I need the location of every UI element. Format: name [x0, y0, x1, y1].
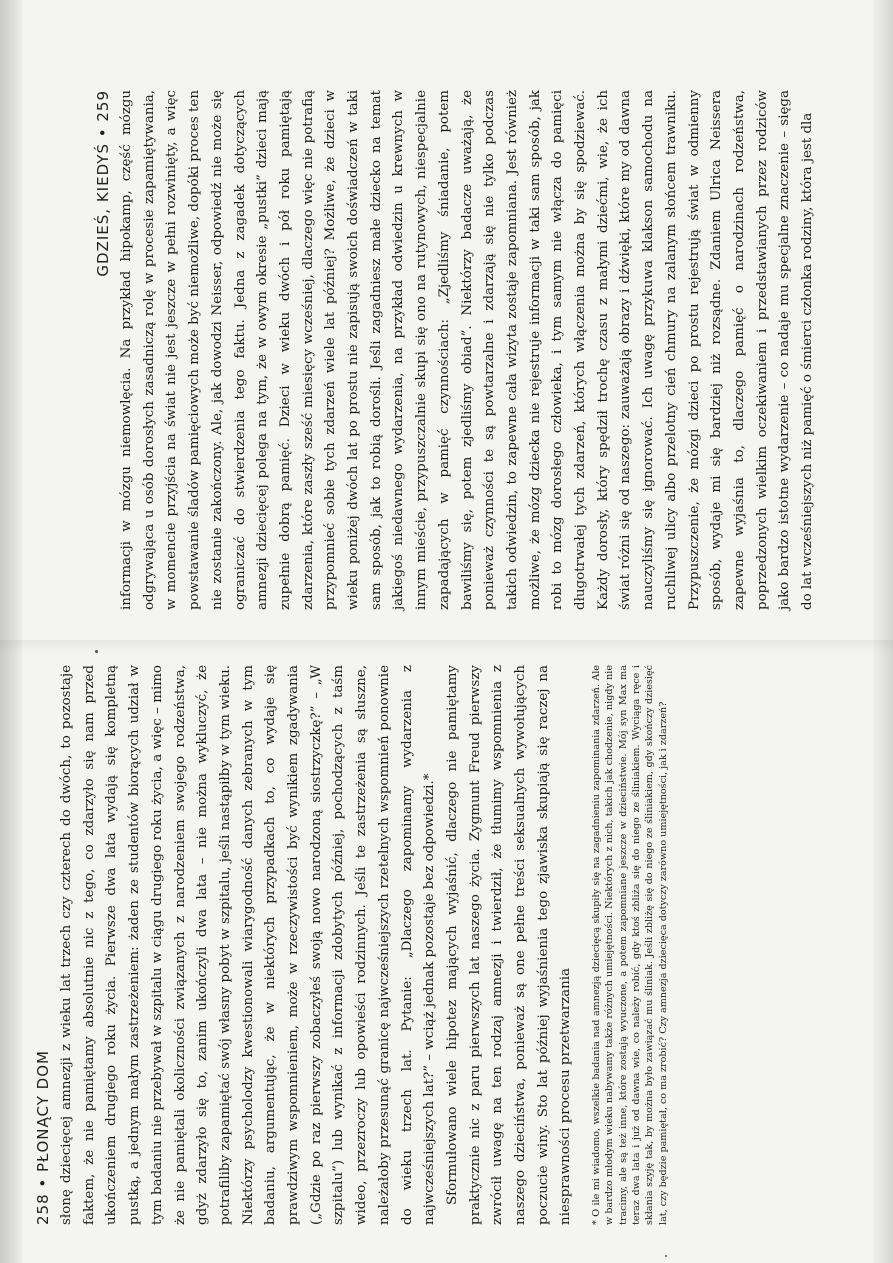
page-259: [90, 90, 860, 610]
paragraph-2: Sformułowano wiele hipotez mających wyjaśnić, dlaczego nie pamiętamy praktycznie nic z paru pierwszych lat naszego życia. Zygmunt Freud pierwszy zwrócił uwagę na ten rodzaj amnezji i twierdził, że tłumimy wspomnienia z naszego dzieciństwa, ponieważ są one pełne treści seksualnych wywołujących poczucie winy. Sto lat później wyjaśnienia tego zjawiska skupiają się raczej na niesprawności procesu przetwarzania: [444, 665, 574, 1225]
body-text-right: [116, 90, 820, 610]
scan-speck: [665, 1255, 667, 1257]
page-258: [30, 665, 720, 1225]
running-head-right: GDZIEŚ, KIEDYŚ • 259: [94, 90, 112, 277]
running-head-left: 258 • PŁONĄCY DOM: [34, 1050, 52, 1225]
footnote: * O ile mi wiadomo, wszelkie badania nad amnezją dziecięcą skupiły się na zagadnieniu zapominania zdarzeń. Ale w bardzo młodym wieku nabywamy także różnych umiejętności. Niektórych z nich, takich jak chodzenie, nigdy nie tracimy, ale są też inne, które zostają wyuczone, a potem zapomniane jeszcze w dzieciństwie. Mój syn Max ma teraz dwa lata i już od dawna wie, co należy robić, gdy ktoś zbliża się do niego ze śliniakiem. Wyciąga ręce i skłania szyję tak, by można było zawiązać mu śliniak. Jeśli zbliżę się do niego ze śliniakiem, gdy skończy dziesięć lat, czy będzie pamiętał, co ma zrobić? Czy amnezja dziecięca dotyczy zarówno umiejętności, jak i zdarzeń?: [591, 665, 669, 1225]
paragraph-3: informacji w mózgu niemowlęcia. Na przykład hipokamp, część mózgu odgrywająca u osób dorosłych zasadniczą rolę w procesie zapamiętywania, w momencie przyjścia na świat nie jest jeszcze w pełni rozwinięty, a więc powstawanie śladów pamięciowych może być niemożliwe, dopóki proces ten nie zostanie zakończony. Ale, jak dowodzi Neisser, odpowiedź nie może się ograniczać do stwierdzenia tego faktu. Jedna z zagadek dotyczących amnezji dziecięcej polega na tym, że w owym okresie „pustki” dzieci mają zupełnie dobrą pamięć. Dzieci w wieku dwóch i pół roku pamiętają zdarzenia, które zaszły sześć miesięcy wcześniej, dlaczego więc nie potrafią przypomnieć sobie tych zdarzeń wiele lat później? Możliwe, że dzieci w wieku poniżej dwóch lat po prostu nie zapisują swoich doświadczeń w taki sam sposób, jak to robią dorośli. Jeśli zagadniesz małe dziecko na temat jakiegoś niedawnego wydarzenia, na przykład odwiedzin u krewnych w innym mieście, przypuszczalnie skupi się ono na rutynowych, niespecjalnie zapadających w pamięć czynnościach: „Zjedliśmy śniadanie, potem bawiliśmy się, potem zjedliśmy obiad”. Niektórzy badacze uważają, że ponieważ czynności te są powtarzalne i zdarzają się nie tylko podczas takich odwiedzin, to zapewne cała wizyta zostaje zapomniana. Jest również możliwe, że mózg dziecka nie rejestruje informacji w taki sam sposób, jak robi to mózg dorosłego człowieka, i tym samym nie włącza do pamięci długotrwałej tych zdarzeń, których włączenia można by się spodziewać. Każdy dorosły, który spędził trochę czasu z małymi dziećmi, wie, że ich świat różni się od naszego: zauważają obrazy i dźwięki, które my od dawna nauczyliśmy się ignorować. Ich uwagę przykuwa klakson samochodu na ruchliwej ulicy albo przelotny cień chmury na zalanym słońcem trawniku. Przypuszczenie, że mózgi dzieci po prostu rejestrują świat w odmienny sposób, wydaje mi się bardziej niż rozsądne. Zdaniem Ulrica Neissera zapewne wyjaśnia to, dlaczego pamięć o narodzinach rodzeństwa, poprzedzonych wielkim oczekiwaniem i przedstawianych przez rodziców jako bardzo istotne wydarzenie – co nadaje mu specjalne znaczenie – sięga do lat wcześniejszych niż pamięć o śmierci członka rodziny, która jest dla: [119, 90, 816, 610]
scan-speck: [95, 650, 98, 653]
paragraph-1: słonę dziecięcej amnezji z wieku lat trzech czy czterech do dwóch, to pozostaje faktem, że nie pamiętamy absolutnie nic z tego, co zdarzyło się nam przed ukończeniem drugiego roku życia. Pierwsze dwa lata wydają się kompletną pustką, a jednym małym zastrzeżeniem: żaden ze studentów biorących udział w tym badaniu nie przebywał w szpitalu w ciągu drugiego roku życia, a więc – mimo że nie pamiętali okoliczności związanych z narodzeniem swojego rodzeństwa, gdyż zdarzyło się to, zanim ukończyli dwa lata – nie można wykluczyć, że potrafiliby zapamiętać swój własny pobyt w szpitalu, jeśli nastąpiłby w tym wieku. Niektórzy psycholodzy kwestionowali wiarygodność danych zebranych w tym badaniu, argumentując, że w niektórych przypadkach to, co wydaje się prawdziwym wspomnieniem, może w rzeczywistości być wynikiem zgadywania („Gdzie po raz pierwszy zobaczyłeś swoją nowo narodzoną siostrzyczkę?” – „W szpitalu”) lub wynikać z informacji zdobytych później, pochodzących z taśm wideo, przezroczy lub opowieści rodzinnych. Jeśli te zastrzeżenia są słuszne, należałoby przesunąć granicę najwcześniejszych rzetelnych wspomnień ponownie do wieku trzech lat. Pytanie: „Dlaczego zapominamy wydarzenia z najwcześniejszych lat?” – wciąż jednak pozostaje bez odpowiedzi.*: [59, 665, 438, 1225]
body-text-left: [56, 665, 578, 1225]
